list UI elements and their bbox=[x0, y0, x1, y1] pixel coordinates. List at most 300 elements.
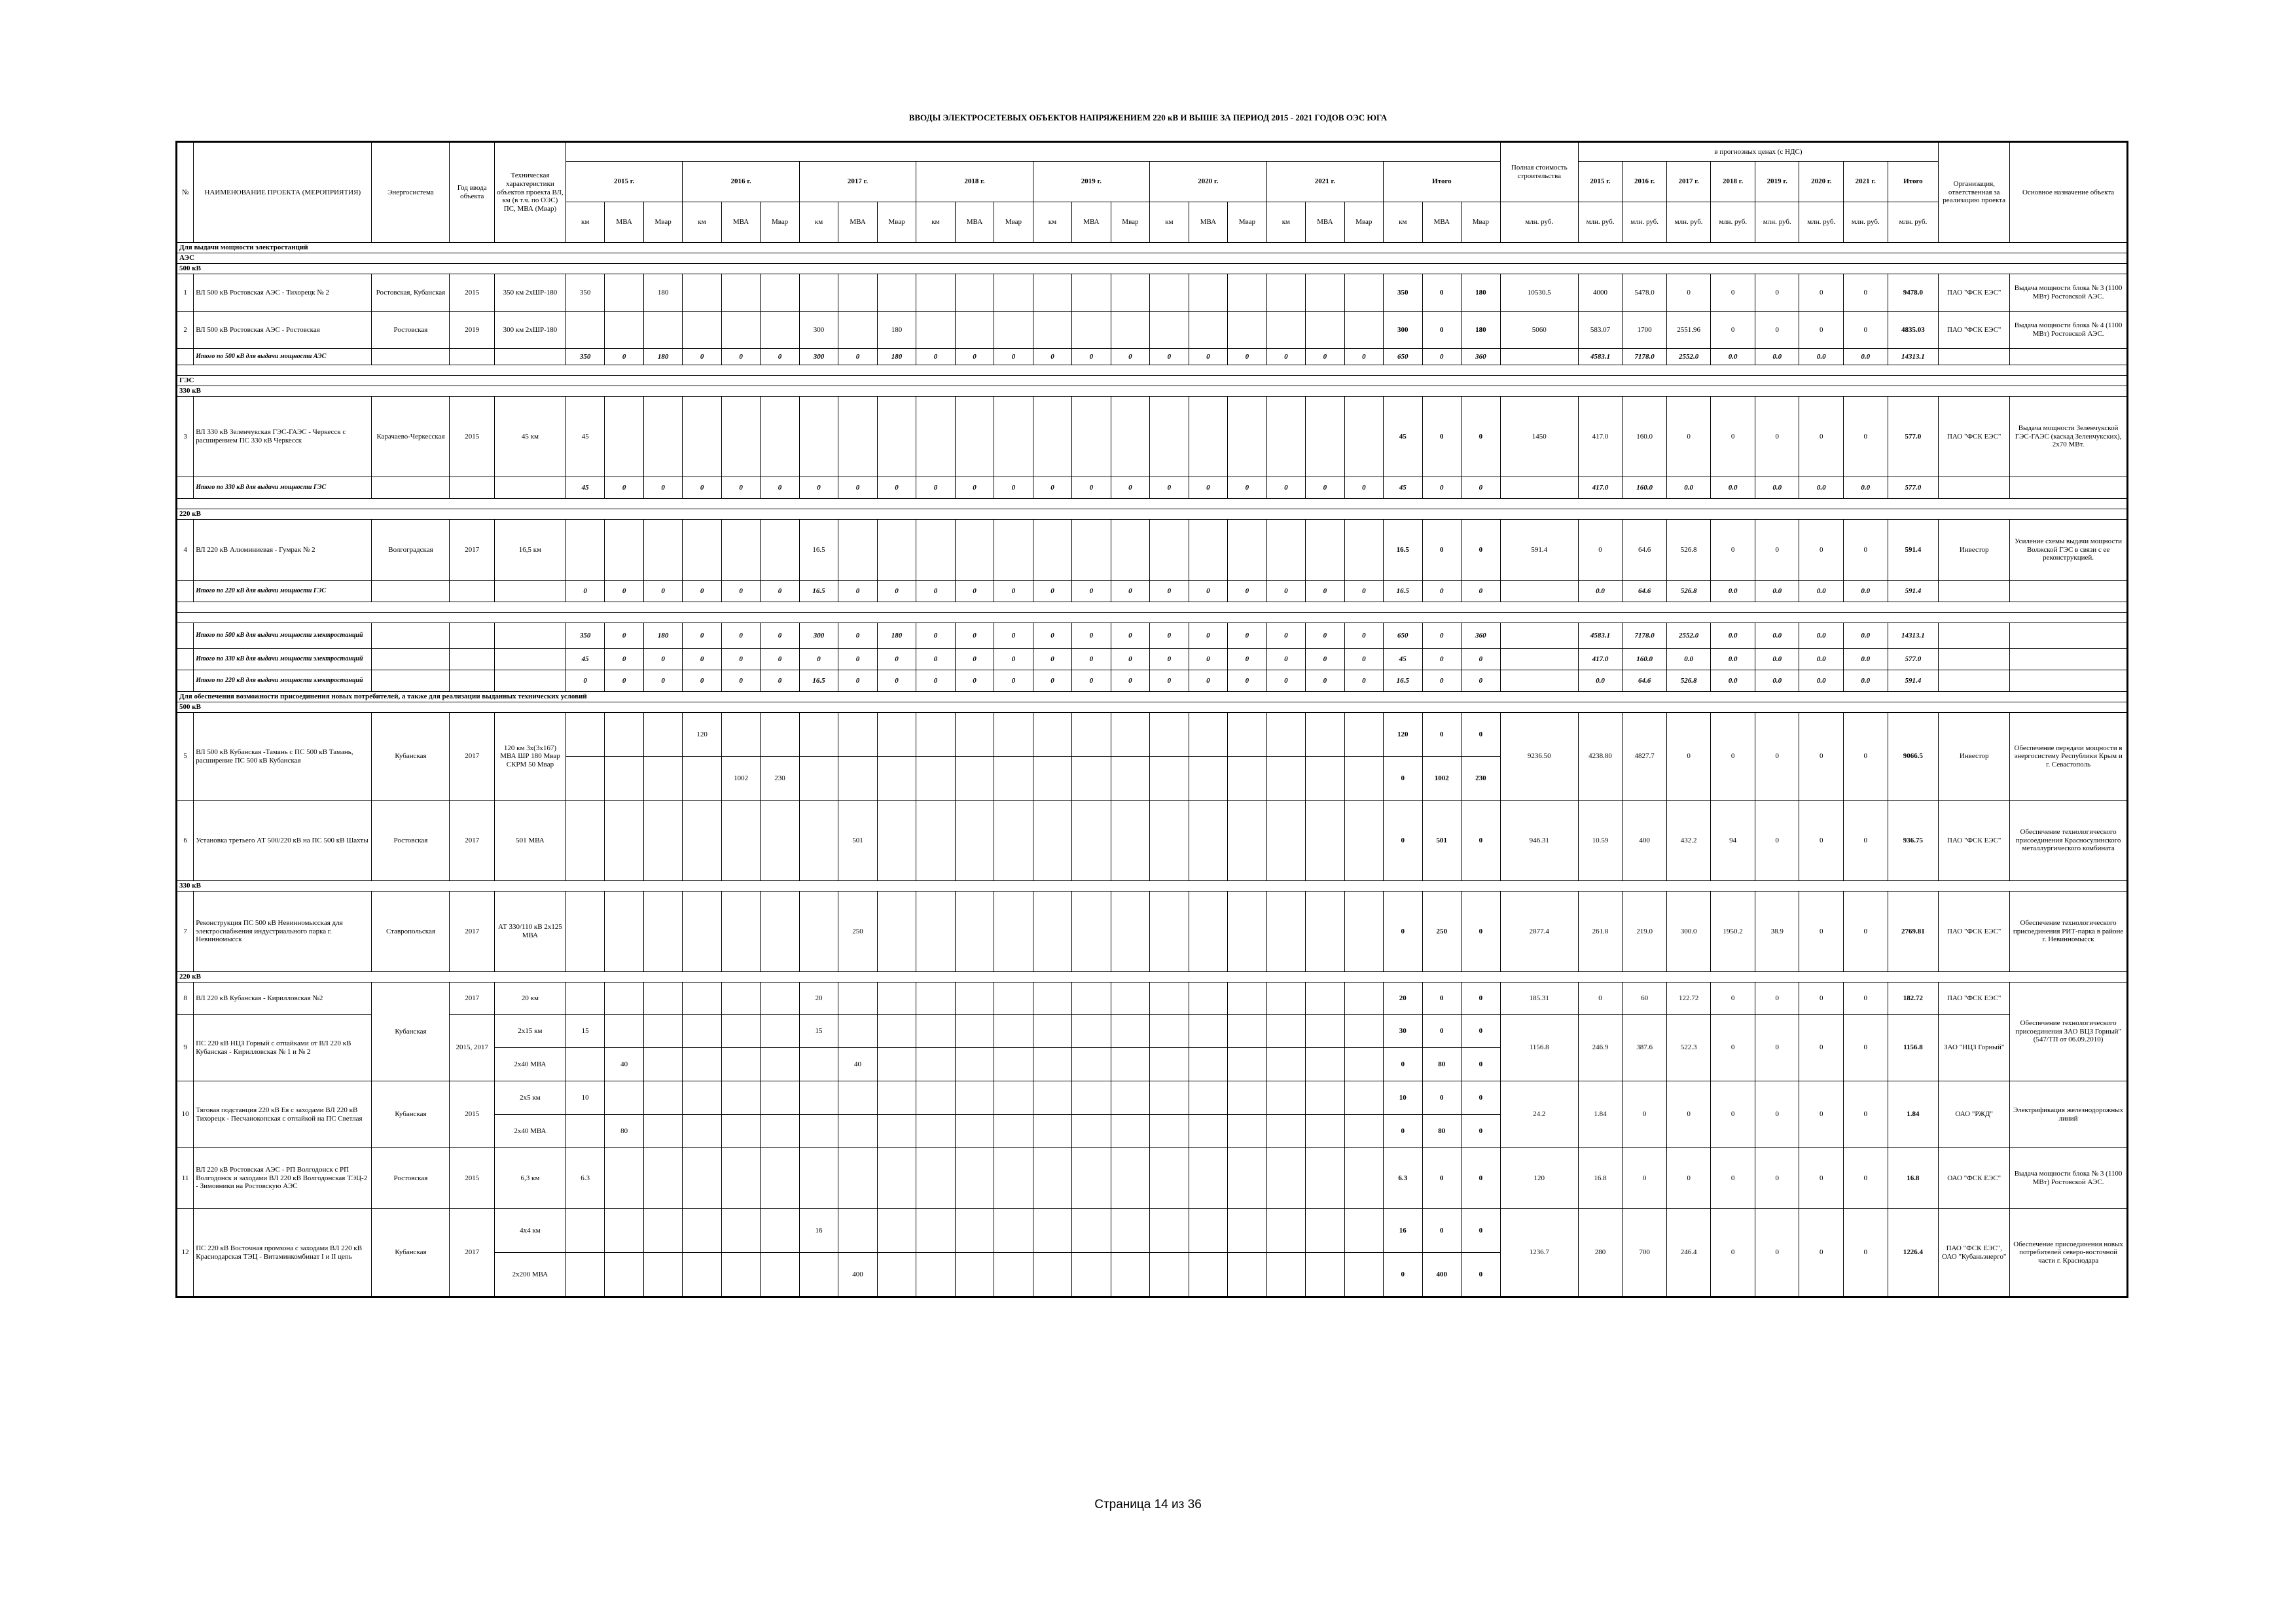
value-cell bbox=[916, 1209, 955, 1253]
value-cell bbox=[1072, 1081, 1111, 1115]
section-subtitle: ГЭС bbox=[177, 376, 2128, 386]
cost-cell: 417.0 bbox=[1578, 397, 1623, 477]
value-cell bbox=[1189, 713, 1227, 757]
header-unit: Мвар bbox=[1462, 202, 1501, 243]
value-cell bbox=[1150, 1081, 1189, 1115]
cost-cell: 4835.03 bbox=[1888, 312, 1939, 349]
value-cell: 0 bbox=[1189, 623, 1227, 649]
value-cell bbox=[761, 983, 799, 1015]
value-cell: 0 bbox=[565, 670, 604, 692]
value-cell bbox=[1111, 1148, 1149, 1209]
value-cell bbox=[1111, 397, 1149, 477]
full-cost-cell: 5060 bbox=[1500, 312, 1578, 349]
value-cell bbox=[955, 520, 994, 581]
value-cell: 0 bbox=[1228, 670, 1266, 692]
value-cell bbox=[1072, 757, 1111, 801]
section-voltage: 330 кВ bbox=[177, 881, 2128, 892]
cost-cell: 0 bbox=[1799, 1015, 1844, 1081]
header-cost-2020: 2020 г. bbox=[1799, 162, 1844, 202]
value-cell: 0 bbox=[1462, 520, 1501, 581]
value-cell: 6.3 bbox=[565, 1148, 604, 1209]
value-cell bbox=[1072, 520, 1111, 581]
header-unit: млн. руб. bbox=[1844, 202, 1888, 243]
value-cell: 0 bbox=[721, 649, 760, 670]
value-cell bbox=[1266, 757, 1305, 801]
value-cell bbox=[955, 757, 994, 801]
row-year: 2017 bbox=[450, 1209, 495, 1297]
row-year: 2015, 2017 bbox=[450, 1015, 495, 1081]
value-cell bbox=[877, 1115, 916, 1148]
value-cell bbox=[1266, 1015, 1305, 1048]
value-cell: 0 bbox=[1150, 670, 1189, 692]
value-cell bbox=[605, 1209, 643, 1253]
value-cell bbox=[1189, 757, 1227, 801]
value-cell: 45 bbox=[565, 477, 604, 499]
value-cell: 0 bbox=[1072, 670, 1111, 692]
value-cell: 0 bbox=[1150, 477, 1189, 499]
row-year: 2015 bbox=[450, 1081, 495, 1148]
value-cell bbox=[916, 983, 955, 1015]
value-cell bbox=[1306, 312, 1344, 349]
value-cell: 0 bbox=[955, 477, 994, 499]
value-cell: 180 bbox=[1462, 274, 1501, 312]
cost-cell: 0.0 bbox=[1799, 649, 1844, 670]
total-row bbox=[177, 649, 2128, 670]
value-cell bbox=[605, 274, 643, 312]
row-org: ОАО "ФСК ЕЭС" bbox=[1939, 1148, 2010, 1209]
cost-cell: 0 bbox=[1799, 397, 1844, 477]
table-row bbox=[177, 983, 2128, 1015]
value-cell bbox=[761, 397, 799, 477]
value-cell bbox=[721, 312, 760, 349]
value-cell bbox=[994, 1081, 1033, 1115]
value-cell bbox=[994, 520, 1033, 581]
row-num: 8 bbox=[177, 983, 194, 1015]
cost-cell: 577.0 bbox=[1888, 397, 1939, 477]
value-cell bbox=[1306, 397, 1344, 477]
value-cell bbox=[1306, 274, 1344, 312]
row-org: ОАО "РЖД" bbox=[1939, 1081, 2010, 1148]
value-cell: 0 bbox=[683, 623, 721, 649]
value-cell: 300 bbox=[799, 349, 838, 365]
value-cell bbox=[1228, 312, 1266, 349]
row-num: 1 bbox=[177, 274, 194, 312]
value-cell bbox=[877, 757, 916, 801]
value-cell: 0 bbox=[916, 649, 955, 670]
header-unit: млн. руб. bbox=[1500, 202, 1578, 243]
cost-cell: 1.84 bbox=[1888, 1081, 1939, 1148]
cost-cell: 417.0 bbox=[1578, 649, 1623, 670]
header-unit: км bbox=[565, 202, 604, 243]
value-cell: 180 bbox=[643, 349, 682, 365]
value-cell bbox=[838, 274, 877, 312]
value-cell: 45 bbox=[1384, 649, 1422, 670]
value-cell bbox=[761, 312, 799, 349]
value-cell: 180 bbox=[877, 312, 916, 349]
value-cell bbox=[1111, 312, 1149, 349]
value-cell bbox=[683, 397, 721, 477]
cost-cell: 0.0 bbox=[1799, 623, 1844, 649]
row-purpose: Обеспечение технологического присоединения Красносулинского металлургического комбината bbox=[2010, 801, 2128, 881]
value-cell bbox=[565, 312, 604, 349]
value-cell bbox=[1033, 1115, 1071, 1148]
cost-cell: 4583.1 bbox=[1578, 623, 1623, 649]
header-unit: МВА bbox=[1306, 202, 1344, 243]
value-cell bbox=[916, 1115, 955, 1148]
row-num bbox=[177, 649, 194, 670]
full-cost-cell bbox=[1500, 670, 1578, 692]
value-cell: 0 bbox=[1422, 349, 1461, 365]
row-tech bbox=[495, 349, 566, 365]
value-cell: 180 bbox=[1462, 312, 1501, 349]
cost-cell: 0 bbox=[1844, 1209, 1888, 1297]
cost-cell: 1.84 bbox=[1578, 1081, 1623, 1148]
cost-cell: 0 bbox=[1844, 1148, 1888, 1209]
value-cell: 0 bbox=[1266, 623, 1305, 649]
cost-cell: 0.0 bbox=[1666, 477, 1711, 499]
value-cell bbox=[916, 713, 955, 757]
value-cell bbox=[1228, 1081, 1266, 1115]
value-cell bbox=[1111, 892, 1149, 972]
value-cell bbox=[683, 1115, 721, 1148]
row-year: 2019 bbox=[450, 312, 495, 349]
value-cell: 350 bbox=[565, 349, 604, 365]
value-cell: 0 bbox=[1422, 623, 1461, 649]
value-cell bbox=[1072, 1253, 1111, 1297]
value-cell bbox=[838, 983, 877, 1015]
value-cell bbox=[683, 1081, 721, 1115]
value-cell: 0 bbox=[683, 649, 721, 670]
cost-cell: 0 bbox=[1755, 1209, 1799, 1297]
row-purpose: Выдача мощности блока № 3 (1100 МВт) Ростовской АЭС. bbox=[2010, 274, 2128, 312]
value-cell bbox=[1189, 801, 1227, 881]
value-cell: 0 bbox=[1072, 477, 1111, 499]
value-cell: 0 bbox=[1306, 477, 1344, 499]
table-row bbox=[177, 1148, 2128, 1209]
value-cell bbox=[1228, 1015, 1266, 1048]
value-cell bbox=[838, 1209, 877, 1253]
value-cell bbox=[877, 1015, 916, 1048]
value-cell bbox=[643, 713, 682, 757]
cost-cell: 0.0 bbox=[1578, 581, 1623, 602]
row-year: 2015 bbox=[450, 1148, 495, 1209]
value-cell: 0 bbox=[1111, 649, 1149, 670]
value-cell: 0 bbox=[1422, 713, 1461, 757]
header-cost-total: Итого bbox=[1888, 162, 1939, 202]
value-cell bbox=[916, 397, 955, 477]
header-unit: Мвар bbox=[761, 202, 799, 243]
header-cost-2018: 2018 г. bbox=[1711, 162, 1755, 202]
value-cell bbox=[721, 983, 760, 1015]
value-cell: 0 bbox=[643, 670, 682, 692]
header-year: Год ввода объекта bbox=[450, 142, 495, 243]
value-cell: 0 bbox=[721, 349, 760, 365]
row-year bbox=[450, 623, 495, 649]
value-cell bbox=[1150, 1209, 1189, 1253]
value-cell: 650 bbox=[1384, 349, 1422, 365]
cost-cell: 0 bbox=[1578, 983, 1623, 1015]
value-cell bbox=[1189, 1253, 1227, 1297]
value-cell: 20 bbox=[1384, 983, 1422, 1015]
row-tech: 20 км bbox=[495, 983, 566, 1015]
value-cell: 0 bbox=[916, 581, 955, 602]
row-org: ПАО "ФСК ЕЭС", ОАО "Кубаньэнерго" bbox=[1939, 1209, 2010, 1297]
value-cell bbox=[605, 1148, 643, 1209]
cost-cell: 526.8 bbox=[1666, 581, 1711, 602]
value-cell bbox=[721, 397, 760, 477]
row-purpose bbox=[2010, 581, 2128, 602]
cost-cell: 38.9 bbox=[1755, 892, 1799, 972]
value-cell bbox=[799, 892, 838, 972]
value-cell: 0 bbox=[877, 670, 916, 692]
row-tech bbox=[495, 477, 566, 499]
value-cell bbox=[994, 983, 1033, 1015]
value-cell bbox=[1072, 1015, 1111, 1048]
cost-cell: 0.0 bbox=[1844, 670, 1888, 692]
value-cell: 0 bbox=[1189, 477, 1227, 499]
row-num: 7 bbox=[177, 892, 194, 972]
header-unit: МВА bbox=[721, 202, 760, 243]
cost-cell: 0 bbox=[1623, 1148, 1667, 1209]
value-cell bbox=[761, 1148, 799, 1209]
value-cell: 0 bbox=[955, 581, 994, 602]
value-cell bbox=[1228, 1048, 1266, 1081]
cost-cell: 2552.0 bbox=[1666, 349, 1711, 365]
value-cell bbox=[1344, 801, 1383, 881]
value-cell bbox=[683, 312, 721, 349]
row-org: Инвестор bbox=[1939, 713, 2010, 801]
value-cell bbox=[1033, 1209, 1071, 1253]
value-cell bbox=[683, 520, 721, 581]
cost-cell: 0 bbox=[1711, 312, 1755, 349]
value-cell bbox=[1344, 1253, 1383, 1297]
cost-cell: 432.2 bbox=[1666, 801, 1711, 881]
value-cell: 0 bbox=[1111, 581, 1149, 602]
value-cell: 501 bbox=[1422, 801, 1461, 881]
value-cell bbox=[761, 713, 799, 757]
row-name: Установка третьего АТ 500/220 кВ на ПС 500 кВ Шахты bbox=[194, 801, 372, 881]
value-cell bbox=[1072, 892, 1111, 972]
value-cell: 0 bbox=[1384, 1048, 1422, 1081]
row-num bbox=[177, 670, 194, 692]
value-cell bbox=[643, 1015, 682, 1048]
cost-cell: 7178.0 bbox=[1623, 623, 1667, 649]
value-cell: 0 bbox=[838, 623, 877, 649]
value-cell: 0 bbox=[761, 477, 799, 499]
value-cell bbox=[838, 757, 877, 801]
cost-cell: 0.0 bbox=[1711, 623, 1755, 649]
header-blank bbox=[565, 142, 1500, 162]
cost-cell: 0 bbox=[1844, 1081, 1888, 1148]
full-cost-cell bbox=[1500, 581, 1578, 602]
cost-cell: 14313.1 bbox=[1888, 623, 1939, 649]
table-row bbox=[177, 892, 2128, 972]
cost-cell: 0 bbox=[1844, 274, 1888, 312]
cost-cell: 0 bbox=[1755, 1081, 1799, 1148]
value-cell: 0 bbox=[955, 649, 994, 670]
value-cell bbox=[1228, 757, 1266, 801]
value-cell: 0 bbox=[605, 670, 643, 692]
header-unit: км bbox=[799, 202, 838, 243]
value-cell bbox=[1150, 1148, 1189, 1209]
value-cell: 0 bbox=[1344, 649, 1383, 670]
cost-cell: 246.4 bbox=[1666, 1209, 1711, 1297]
value-cell bbox=[643, 892, 682, 972]
blank-row bbox=[177, 499, 2128, 509]
header-unit: км bbox=[1384, 202, 1422, 243]
value-cell bbox=[877, 713, 916, 757]
value-cell bbox=[916, 892, 955, 972]
value-cell bbox=[994, 1209, 1033, 1253]
value-cell bbox=[683, 757, 721, 801]
value-cell: 300 bbox=[799, 312, 838, 349]
value-cell bbox=[1228, 274, 1266, 312]
value-cell bbox=[955, 274, 994, 312]
value-cell bbox=[916, 1148, 955, 1209]
header-year-2021: 2021 г. bbox=[1266, 162, 1383, 202]
value-cell bbox=[605, 520, 643, 581]
value-cell: 0 bbox=[1422, 397, 1461, 477]
value-cell bbox=[799, 1148, 838, 1209]
cost-cell: 0 bbox=[1755, 520, 1799, 581]
header-prices: в прогнозных ценах (с НДС) bbox=[1578, 142, 1938, 162]
value-cell bbox=[605, 892, 643, 972]
value-cell bbox=[1344, 1115, 1383, 1148]
value-cell bbox=[1266, 983, 1305, 1015]
value-cell bbox=[605, 801, 643, 881]
row-num: 4 bbox=[177, 520, 194, 581]
projects-table bbox=[175, 141, 2128, 1298]
cost-cell: 0 bbox=[1711, 397, 1755, 477]
value-cell bbox=[877, 1209, 916, 1253]
value-cell bbox=[955, 713, 994, 757]
value-cell: 0 bbox=[916, 670, 955, 692]
value-cell bbox=[916, 801, 955, 881]
value-cell bbox=[955, 1081, 994, 1115]
value-cell: 0 bbox=[605, 649, 643, 670]
cost-cell: 2551.96 bbox=[1666, 312, 1711, 349]
value-cell bbox=[1306, 892, 1344, 972]
value-cell: 250 bbox=[1422, 892, 1461, 972]
value-cell bbox=[683, 1148, 721, 1209]
value-cell bbox=[799, 1115, 838, 1148]
value-cell bbox=[1228, 520, 1266, 581]
cost-cell: 10.59 bbox=[1578, 801, 1623, 881]
value-cell: 0 bbox=[1422, 274, 1461, 312]
cost-cell: 0.0 bbox=[1799, 670, 1844, 692]
value-cell: 0 bbox=[1344, 670, 1383, 692]
cost-cell: 0 bbox=[1799, 312, 1844, 349]
value-cell: 0 bbox=[1228, 623, 1266, 649]
row-org bbox=[1939, 623, 2010, 649]
value-cell: 0 bbox=[1462, 1015, 1501, 1048]
cost-cell: 0 bbox=[1755, 397, 1799, 477]
value-cell: 0 bbox=[994, 349, 1033, 365]
value-cell bbox=[605, 1081, 643, 1115]
value-cell bbox=[955, 1048, 994, 1081]
value-cell: 0 bbox=[1462, 581, 1501, 602]
header-year-total: Итого bbox=[1384, 162, 1501, 202]
value-cell bbox=[1266, 892, 1305, 972]
value-cell: 0 bbox=[1266, 477, 1305, 499]
cost-cell: 0 bbox=[1799, 1081, 1844, 1148]
value-cell bbox=[1344, 1081, 1383, 1115]
row-year bbox=[450, 670, 495, 692]
row-system: Ростовская bbox=[372, 1148, 450, 1209]
value-cell: 10 bbox=[565, 1081, 604, 1115]
value-cell: 0 bbox=[605, 477, 643, 499]
cost-cell: 0 bbox=[1799, 801, 1844, 881]
value-cell bbox=[1306, 1115, 1344, 1148]
full-cost-cell: 1236.7 bbox=[1500, 1209, 1578, 1297]
row-purpose bbox=[2010, 623, 2128, 649]
value-cell bbox=[1150, 520, 1189, 581]
value-cell bbox=[1344, 312, 1383, 349]
cost-cell: 4238.80 bbox=[1578, 713, 1623, 801]
value-cell: 0 bbox=[994, 623, 1033, 649]
value-cell bbox=[1072, 1148, 1111, 1209]
value-cell: 0 bbox=[1150, 349, 1189, 365]
value-cell: 0 bbox=[1462, 1048, 1501, 1081]
value-cell: 0 bbox=[955, 349, 994, 365]
row-year bbox=[450, 349, 495, 365]
row-num bbox=[177, 477, 194, 499]
value-cell: 0 bbox=[799, 477, 838, 499]
value-cell bbox=[1111, 1115, 1149, 1148]
value-cell: 0 bbox=[1344, 477, 1383, 499]
row-tech bbox=[495, 623, 566, 649]
cost-cell: 1226.4 bbox=[1888, 1209, 1939, 1297]
row-purpose bbox=[2010, 349, 2128, 365]
row-org: ПАО "ФСК ЕЭС" bbox=[1939, 892, 2010, 972]
value-cell bbox=[955, 397, 994, 477]
table-row bbox=[177, 274, 2128, 312]
value-cell: 400 bbox=[1422, 1253, 1461, 1297]
cost-cell: 0 bbox=[1711, 274, 1755, 312]
row-name: Итого по 330 кВ для выдачи мощности электростанций bbox=[194, 649, 372, 670]
value-cell bbox=[799, 713, 838, 757]
cost-cell: 526.8 bbox=[1666, 520, 1711, 581]
header-purpose: Основное назначение объекта bbox=[2010, 142, 2128, 243]
value-cell bbox=[916, 757, 955, 801]
row-system bbox=[372, 477, 450, 499]
row-system: Ростовская bbox=[372, 801, 450, 881]
value-cell bbox=[799, 1081, 838, 1115]
total-row bbox=[177, 670, 2128, 692]
cost-cell: 0 bbox=[1799, 713, 1844, 801]
value-cell bbox=[1033, 1253, 1071, 1297]
row-org: ПАО "ФСК ЕЭС" bbox=[1939, 397, 2010, 477]
full-cost-cell bbox=[1500, 649, 1578, 670]
header-unit: Мвар bbox=[1228, 202, 1266, 243]
header-year-2020: 2020 г. bbox=[1150, 162, 1266, 202]
value-cell: 16.5 bbox=[799, 520, 838, 581]
cost-cell: 0 bbox=[1578, 520, 1623, 581]
header-org: Организация, ответственная за реализацию проекта bbox=[1939, 142, 2010, 243]
row-system: Ставропольская bbox=[372, 892, 450, 972]
value-cell: 0 bbox=[721, 623, 760, 649]
value-cell bbox=[838, 312, 877, 349]
cost-cell: 0 bbox=[1623, 1081, 1667, 1148]
value-cell bbox=[721, 1253, 760, 1297]
value-cell bbox=[1072, 713, 1111, 757]
value-cell: 0 bbox=[1072, 581, 1111, 602]
row-year: 2017 bbox=[450, 801, 495, 881]
value-cell: 0 bbox=[1072, 623, 1111, 649]
header-unit: млн. руб. bbox=[1578, 202, 1623, 243]
value-cell bbox=[1072, 1048, 1111, 1081]
cost-cell: 0 bbox=[1755, 1015, 1799, 1081]
